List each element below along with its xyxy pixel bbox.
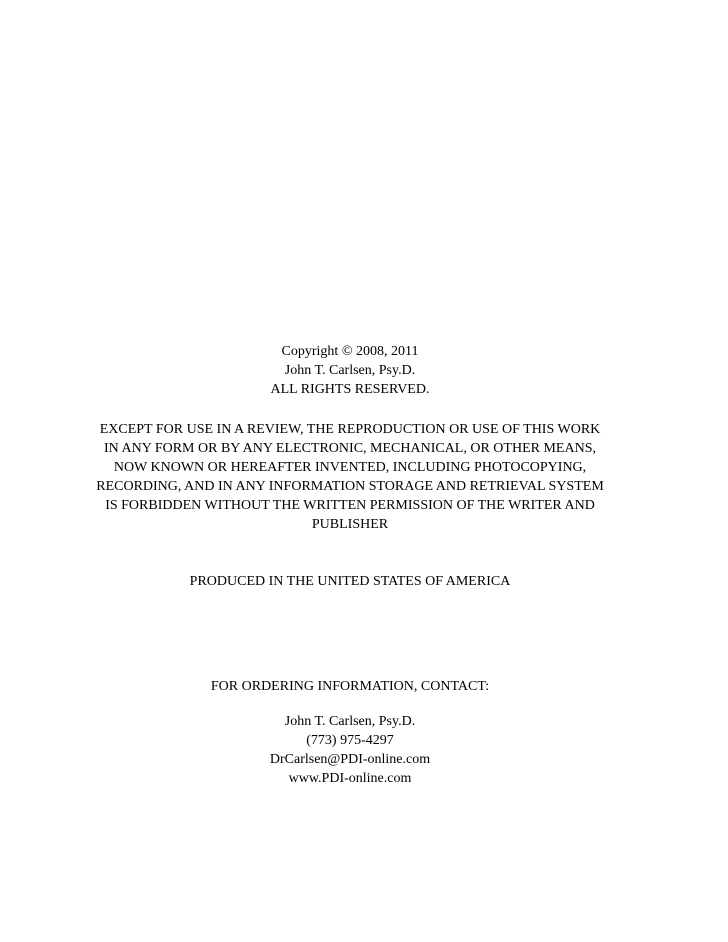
rights-notice bbox=[60, 420, 640, 534]
produced-in-text: PRODUCED IN THE UNITED STATES OF AMERICA bbox=[189, 574, 511, 589]
ordering-header-text: FOR ORDERING INFORMATION, CONTACT: bbox=[210, 679, 490, 694]
notice-line: PUBLISHER bbox=[311, 517, 389, 532]
copyright-block bbox=[60, 342, 640, 399]
notice-line: IS FORBIDDEN WITHOUT THE WRITTEN PERMISSION OF THE WRITER AND bbox=[105, 498, 595, 513]
contact-block bbox=[60, 712, 640, 788]
contact-name: John T. Carlsen, Psy.D. bbox=[284, 714, 416, 729]
notice-line: NOW KNOWN OR HEREAFTER INVENTED, INCLUDING PHOTOCOPYING, bbox=[113, 460, 587, 475]
produced-in-statement bbox=[60, 572, 640, 591]
ordering-header bbox=[60, 677, 640, 696]
notice-line: RECORDING, AND IN ANY INFORMATION STORAGE AND RETRIEVAL SYSTEM bbox=[96, 479, 604, 494]
copyright-years: Copyright © 2008, 2011 bbox=[281, 344, 419, 359]
notice-line: EXCEPT FOR USE IN A REVIEW, THE REPRODUCTION OR USE OF THIS WORK bbox=[99, 422, 601, 437]
contact-website: www.PDI-online.com bbox=[288, 771, 412, 786]
contact-phone: (773) 975-4297 bbox=[306, 733, 394, 748]
notice-line: IN ANY FORM OR BY ANY ELECTRONIC, MECHANICAL, OR OTHER MEANS, bbox=[104, 441, 596, 456]
contact-email: DrCarlsen@PDI-online.com bbox=[269, 752, 431, 767]
copyright-author: John T. Carlsen, Psy.D. bbox=[284, 363, 416, 378]
all-rights-reserved: ALL RIGHTS RESERVED. bbox=[270, 382, 430, 397]
